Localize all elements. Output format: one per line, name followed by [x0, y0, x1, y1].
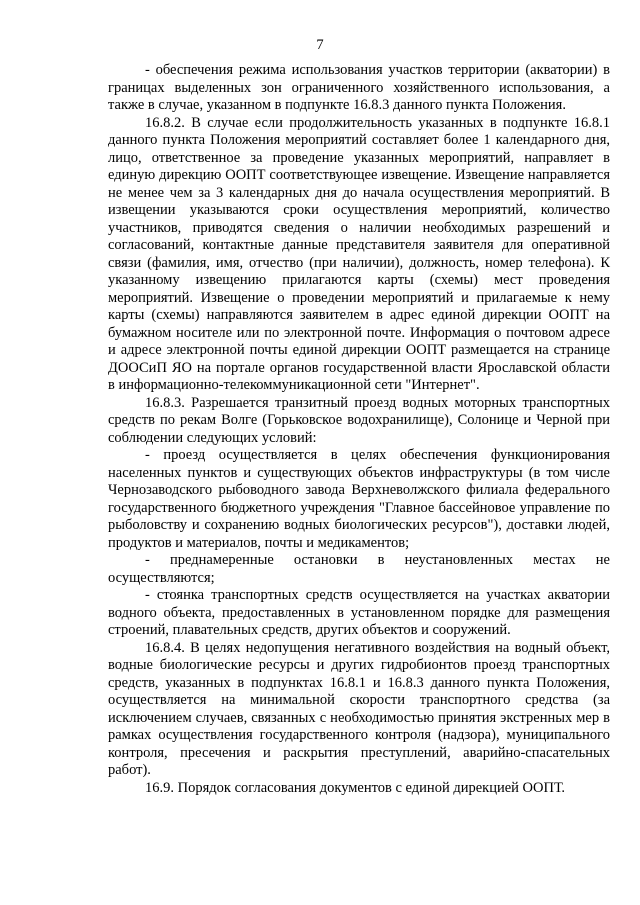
paragraph-16-8-3: 16.8.3. Разрешается транзитный проезд водных моторных транспортных средств по рекам Волге (Горьковское водохранилище), Солонице и Черной при соблюдении следующих условий: [108, 394, 610, 446]
paragraph-16-8-2: 16.8.2. В случае если продолжительность указанных в подпункте 16.8.1 данного пункта Положения мероприятий составляет более 1 календарного дня, лицо, ответственное за проведение указанных мероприятий, направляет в единую дирекцию ООПТ соответствующее извещение. Извещение направляется не менее чем за 3 календарных дня до начала осуществления мероприятий. В извещении указываются сроки осуществления мероприятий, количество участников, приводятся сведения о наличии необходимых разрешений и согласований, контактные данные представителя заявителя для оперативной связи (фамилия, имя, отчество (при наличии), должность, номер телефона). К указанному извещению прилагаются карты (схемы) мест проведения мероприятий. Извещение о проведении мероприятий и прилагаемые к нему карты (схемы) направляются заявителем в адрес единой дирекции ООПТ на бумажном носителе или по электронной почте. Информация о почтовом адресе и адресе электронной почты единой дирекции ООПТ размещается на странице ДООСиП ЯО на портале органов государственной власти Ярославской области в информационно-телекоммуникационной сети "Интернет". [108, 114, 610, 393]
list-item-parking: - стоянка транспортных средств осуществляется на участках акватории водного объекта, предоставленных в установленном порядке для размещения строений, плавательных средств, других объектов и сооружений. [108, 587, 610, 638]
page-number: 7 [316, 37, 324, 53]
paragraph-zone-usage-regime: - обеспечения режима использования участков территории (акватории) в границах выделенных зон ограниченного хозяйственного использования, а также в случае, указанном в подпункте 16.8.3 данного пункта Положения. [108, 62, 610, 113]
paragraph-16-9: 16.9. Порядок согласования документов с единой дирекцией ООПТ. [145, 779, 565, 796]
list-item-no-stops: - преднамеренные остановки в неустановленных местах не осуществляются; [108, 552, 610, 586]
list-item-transit-purpose: - проезд осуществляется в целях обеспечения функционирования населенных пунктов и существующих объектов инфраструктуры (в том числе Чернозаводского рыбоводного завода Верхневолжского филиала федерального государственного бюджетного учреждения "Главное бассейновое управление по рыболовству и сохранению водных биологических ресурсов"), доставки людей, продуктов и материалов, почты и медикаментов; [108, 447, 610, 551]
paragraph-16-8-4: 16.8.4. В целях недопущения негативного воздействия на водный объект, водные биологические ресурсы и других гидробионтов проезд транспортных средств, указанных в подпунктах 16.8.1 и 16.8.3 данного пункта Положения, осуществляется на минимальной скорости транспортного средства (за исключением случаев, связанных с необходимостью принятия экстренных мер в рамках осуществления государственного контроля (надзора), муниципального контроля, пресечения и раскрытия преступлений, аварийно-спасательных работ). [108, 639, 610, 778]
document-body [108, 62, 610, 797]
